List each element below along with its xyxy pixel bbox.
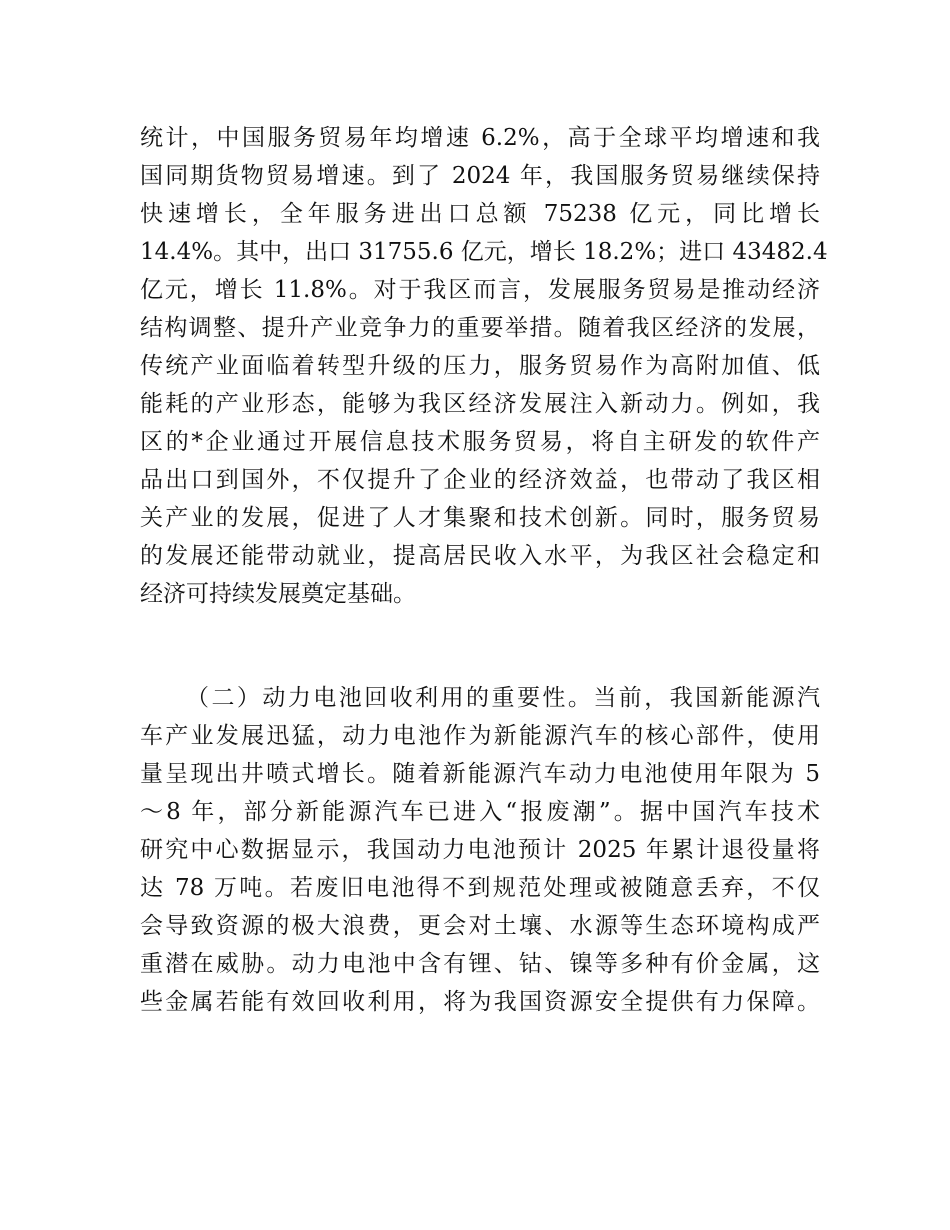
text-line: 快速增长，全年服务进出口总额 75238 亿元，同比增长 <box>140 201 820 227</box>
text-line: 品出口到国外，不仅提升了企业的经济效益，也带动了我区相 <box>140 467 820 493</box>
text-line: 能耗的产业形态，能够为我区经济发展注入新动力。例如，我 <box>140 391 820 417</box>
text-line: 会导致资源的极大浪费，更会对土壤、水源等生态环境构成严 <box>140 913 820 939</box>
text-line: 统计，中国服务贸易年均增速 6.2%，高于全球平均增速和我 <box>140 125 820 151</box>
text-line: 研究中心数据显示，我国动力电池预计 2025 年累计退役量将 <box>140 837 820 863</box>
text-line: 量呈现出井喷式增长。随着新能源汽车动力电池使用年限为 5 <box>140 761 820 787</box>
paragraph-service-trade <box>140 119 828 613</box>
text-line: 的发展还能带动就业，提高居民收入水平，为我区社会稳定和 <box>140 543 820 569</box>
text-line: 重潜在威胁。动力电池中含有锂、钴、镍等多种有价金属，这 <box>140 951 820 977</box>
text-line: 关产业的发展，促进了人才集聚和技术创新。同时，服务贸易 <box>140 505 820 531</box>
text-line: ～8 年，部分新能源汽车已进入“报废潮”。据中国汽车技术 <box>140 799 820 825</box>
text-line: 亿元，增长 11.8%。对于我区而言，发展服务贸易是推动经济 <box>140 277 820 303</box>
text-line: 达 78 万吨。若废旧电池得不到规范处理或被随意丢弃，不仅 <box>140 875 820 901</box>
text-line: 些金属若能有效回收利用，将为我国资源安全提供有力保障。 <box>140 989 820 1015</box>
text-line: 传统产业面临着转型升级的压力，服务贸易作为高附加值、低 <box>140 353 820 379</box>
text-line: 区的*企业通过开展信息技术服务贸易，将自主研发的软件产 <box>140 429 820 455</box>
text-line: 国同期货物贸易增速。到了 2024 年，我国服务贸易继续保持 <box>140 163 820 189</box>
text-line: 车产业发展迅猛，动力电池作为新能源汽车的核心部件，使用 <box>140 723 820 749</box>
paragraph-battery-recycling <box>140 679 820 1021</box>
text-line: （二）动力电池回收利用的重要性。当前，我国新能源汽 <box>186 685 820 711</box>
text-line: 结构调整、提升产业竞争力的重要举措。随着我区经济的发展， <box>140 315 820 341</box>
text-line: 经济可持续发展奠定基础。 <box>140 581 416 607</box>
text-line: 14.4%。其中，出口 31755.6 亿元，增长 18.2%；进口 43482.4 <box>140 239 828 265</box>
